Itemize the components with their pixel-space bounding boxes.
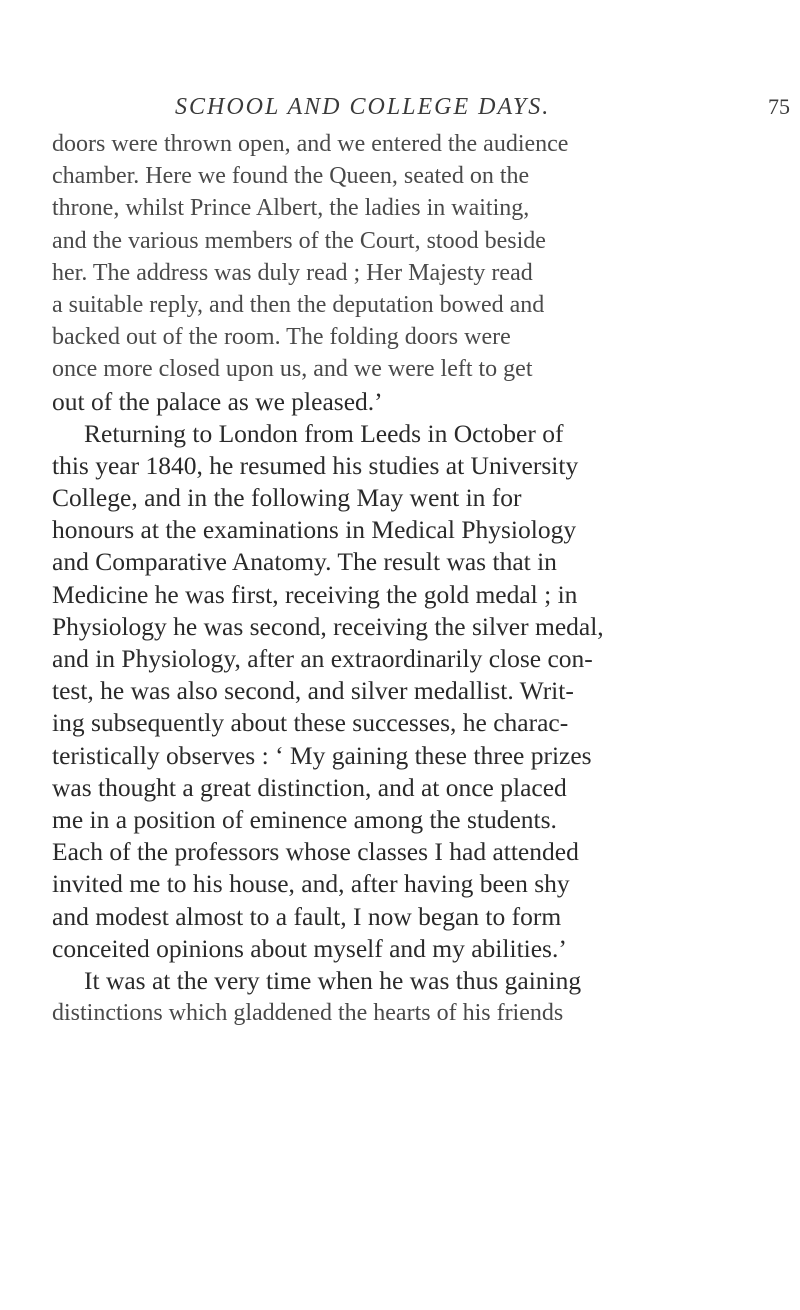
text-line: and modest almost to a fault, I now began to form <box>52 901 562 931</box>
text-line: and the various members of the Court, stood beside <box>52 227 546 254</box>
text-line: conceited opinions about myself and my abilities.’ <box>52 933 567 963</box>
text-line: It was at the very time when he was thus gaining <box>84 965 582 995</box>
text-line: honours at the examinations in Medical Physiology <box>52 515 577 545</box>
page-number: 75 <box>768 94 790 119</box>
text-line: and in Physiology, after an extraordinarily close con- <box>52 644 593 673</box>
text-line: College, and in the following May went in for <box>52 483 522 513</box>
text-line: and Comparative Anatomy. The result was that in <box>52 547 557 577</box>
running-head <box>0 94 800 124</box>
text-line: test, he was also second, and silver medallist. Writ- <box>52 676 574 706</box>
text-line: doors were thrown open, and we entered the audience <box>52 131 569 157</box>
text-line: once more closed upon us, and we were left to get <box>52 356 533 383</box>
body-text <box>52 128 792 1029</box>
text-line: distinctions which gladdened the hearts of his friends <box>52 1000 564 1027</box>
text-line: was thought a great distinction, and at once placed <box>52 772 567 802</box>
text-line: Returning to London from Leeds in October of <box>84 418 564 448</box>
text-line: chamber. Here we found the Queen, seated on the <box>52 163 530 190</box>
running-title: SCHOOL AND COLLEGE DAYS. <box>175 94 551 120</box>
text-line: out of the palace as we pleased.’ <box>52 386 383 416</box>
text-line: backed out of the room. The folding doors were <box>52 324 511 351</box>
text-line: Each of the professors whose classes I had attended <box>52 837 579 867</box>
text-line: a suitable reply, and then the deputation bowed and <box>52 291 545 318</box>
text-line: invited me to his house, and, after having been shy <box>52 869 570 899</box>
text-line: this year 1840, he resumed his studies at University <box>52 450 579 480</box>
text-line: me in a position of eminence among the students. <box>52 804 557 834</box>
text-line: her. The address was duly read ; Her Majesty read <box>52 259 533 286</box>
text-line: throne, whilst Prince Albert, the ladies in waiting, <box>52 195 530 222</box>
text-line: teristically observes : ‘ My gaining these three prizes <box>52 740 592 770</box>
text-line: Medicine he was first, receiving the gold medal ; in <box>52 579 578 609</box>
text-line: ing subsequently about these successes, he charac- <box>52 708 569 738</box>
text-line: Physiology he was second, receiving the silver medal, <box>52 611 604 641</box>
